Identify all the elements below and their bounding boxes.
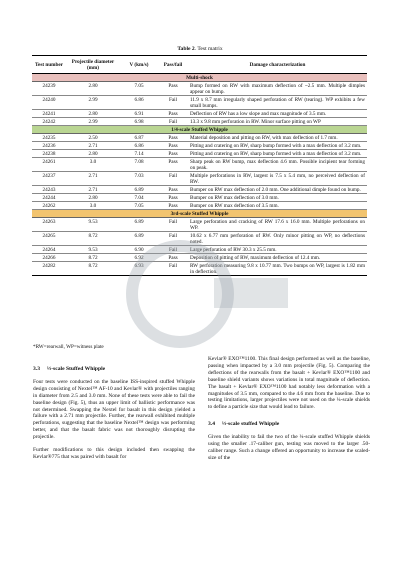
col-header-pass-fail: Pass/fail [158,56,188,74]
table-caption-text: . Test matrix [194,46,223,52]
table-footnote: *RW=rearwall, WP=witness plate [33,344,104,350]
diameter-cell: 2.71 [66,186,120,194]
table-row [32,232,367,246]
diameter-cell: 8.72 [66,262,120,276]
table-row [32,202,367,210]
table-body [32,74,367,276]
damage-cell: 11.9 x 8.7 mm irregularly shaped perforation of RW (tearing). WP exhibits a few small bumps. [190,96,365,109]
diameter-cell: 8.72 [66,254,120,262]
damage-cell: RW perforation measuring 9.8 x 10.77 mm. Two bumps on WP, largest is 1.82 mm in deflection. [190,262,365,275]
damage-cell: Bump formed on RW with maximum deflection of ~2.5 mm. Multiple dimples appear on bump. [190,82,365,95]
pass-fail-cell: Fail [158,96,188,110]
velocity-cell: 7.04 [120,194,158,202]
velocity-cell: 6.93 [120,262,158,276]
test-number-cell: 24241 [32,110,66,118]
diameter-cell: 2.80 [66,82,120,96]
section-title: ⅓-scale Stuffed Whipple [47,366,106,372]
section-heading-3-4 [208,421,370,428]
diameter-cell: 2.80 [66,110,120,118]
test-number-cell: 24238 [32,150,66,158]
section-title: 3rd-scale Stuffed Whipple [32,210,367,218]
diameter-cell: 2.71 [66,142,120,150]
diameter-cell: 2.50 [66,134,120,142]
paragraph: Further modifications to this design included then swapping the Kevlar®775 that was paired with basalt for [33,447,195,460]
section-number: 3.3 [33,366,40,372]
test-number-cell: 24266 [32,254,66,262]
right-column [208,356,370,468]
velocity-cell: 7.08 [120,158,158,172]
damage-cell: Bumper on RW max deflection of 3.0 mm. [188,194,367,202]
damage-cell: Large perforation of RW 30.3 x 25.5 mm. [188,246,367,254]
damage-cell: Pitting and cratering on RW, sharp bump formed with a max deflection of 3.2 mm. [188,150,367,158]
damage-cell: Bumper on RW max deflection of 2.0 mm. One additional dimple found on bump. [188,186,367,194]
damage-cell: Material deposition and pitting on RW, with max deflection of 1.7 mm. [188,134,367,142]
col-header-damage: Damage characterization [188,56,367,74]
paragraph: Given the inability to fail the two of the ¼-scale stuffed Whipple shields using the smaller .17-caliber gun, testing was moved to the larger .50-caliber range. Such a change offered an opportunity to increase the scaled-size of the [208,434,370,461]
damage-cell: 10.62 x 6.77 mm perforation of RW. Only minor pitting on WP, no deflections noted. [190,232,365,245]
table-row [32,172,367,186]
pass-fail-cell: Pass [158,186,188,194]
velocity-cell: 6.87 [120,134,158,142]
test-number-cell: 24239 [32,82,66,96]
test-number-cell: 24265 [32,232,66,246]
table-row [32,218,367,232]
test-matrix-table [32,55,367,276]
table-row [32,110,367,118]
test-number-cell: 24243 [32,186,66,194]
damage-cell: Pitting and cratering on RW, sharp bump formed with a max deflection of 3.2 mm. [188,142,367,150]
test-number-cell: 24235 [32,134,66,142]
velocity-cell: 6.90 [120,246,158,254]
pass-fail-cell: Pass [158,202,188,210]
pass-fail-cell: Pass [158,110,188,118]
table-row [32,158,367,172]
velocity-cell: 6.89 [120,186,158,194]
diameter-cell: 9.53 [66,246,120,254]
damage-cell: Deposition of pitting of RW, maximum deflection of 12.4 mm. [188,254,367,262]
col-header-velocity: V (km/s) [120,56,158,74]
section-title: Multi-shock [32,74,367,82]
table-row [32,262,367,276]
test-number-cell: 24263 [32,218,66,232]
diameter-cell: 2.99 [66,96,120,110]
paragraph: Kevlar® EXO™1100. This final design performed as well as the baseline, passing when impacted by a 3.0 mm projectile (Fig. 5). Comparing the deflections of the rearwalls from the basalt + Kevlar® EXO™1100 and baseline shield variants shows variations in total magnitude of deflection. The basalt + Kevlar® EXO™1100 had notably less deformation with a magnitudes of 3.5 mm, compared to the 4.6 mm from the baseline. Due to testing limitations, larger projectiles were not used on the ¼-scale shields to define a particle size that would lead to failure. [208,356,370,411]
pass-fail-cell: Pass [158,134,188,142]
section-title: ⅓-scale stuffed Whipple [222,421,280,428]
diameter-cell: 9.53 [66,218,120,232]
table-row [32,134,367,142]
velocity-cell: 6.89 [120,218,158,232]
damage-cell: Multiple perforations in RW, largest is 7.5 x 5.4 mm, no perceived deflection of RW. [190,172,365,185]
section-third-scale-header [32,210,367,218]
pass-fail-cell: Pass [158,142,188,150]
velocity-cell: 6.89 [120,232,158,246]
test-number-cell: 24240 [32,96,66,110]
table-caption [0,46,400,53]
test-number-cell: 24262 [32,202,66,210]
table-row [32,246,367,254]
table-row [32,96,367,110]
col-header-test-number: Test number [32,56,66,74]
left-column [33,356,195,467]
paragraph: Four tests were conducted on the baseline ISS-inspired stuffed Whipple design consisting of Nextel™ AF-10 and Kevlar® with projectiles ranging in diameter from 2.5 and 3.0 mm. None of these tests were able to fail the baseline design (Fig. 5), thus an upper limit of ballistic performance was not determined. Swapping the Nextel for basalt in this design yielded a failure with a 2.71 mm projectile. Further, the rearwall exhibited multiple perforations, suggesting that the baseline Nextel™ design was performing better, and that the basalt fabric was not thoroughly disrupting the projectile. [33,378,195,441]
section-title: 1/4-scale Stuffed Whipple [32,126,367,134]
section-multi-shock-header [32,74,367,82]
table-row [32,118,367,126]
diameter-cell: 8.72 [66,232,120,246]
table-header-row [32,56,367,74]
diameter-cell: 2.80 [66,194,120,202]
test-number-cell: 24261 [32,158,66,172]
diameter-cell: 3.0 [66,158,120,172]
velocity-cell: 7.05 [120,202,158,210]
table-row [32,194,367,202]
pass-fail-cell: Pass [158,194,188,202]
table-row [32,186,367,194]
diameter-cell: 2.71 [66,172,120,186]
damage-cell: Deflection of RW has a low slope and max magnitude of 3.5 mm. [188,110,367,118]
pass-fail-cell: Fail [158,118,188,126]
section-quarter-scale-header [32,126,367,134]
test-number-cell: 24244 [32,194,66,202]
pass-fail-cell: Fail [158,232,188,246]
velocity-cell: 7.03 [120,172,158,186]
test-number-cell: 24282 [32,262,66,276]
velocity-cell: 6.92 [120,254,158,262]
section-heading-3-3 [33,366,195,373]
test-number-cell: 24264 [32,246,66,254]
table-row [32,150,367,158]
watermark-bar [214,278,288,308]
pass-fail-cell: Fail [158,262,188,276]
damage-cell: Bumper on RW max deflection of 3.5 mm. [188,202,367,210]
velocity-cell: 7.05 [120,82,158,96]
test-number-cell: 24242 [32,118,66,126]
table-caption-label: Table 2 [177,46,195,52]
pass-fail-cell: Fail [158,246,188,254]
test-number-cell: 24237 [32,172,66,186]
diameter-cell: 3.0 [66,202,120,210]
pass-fail-cell: Pass [158,254,188,262]
pass-fail-cell: Fail [158,218,188,232]
damage-cell: Large perforation and cracking of RW 17.6 x 16.0 mm. Multiple perforations on WP. [190,218,365,231]
section-number: 3.4 [208,421,215,428]
diameter-cell: 2.99 [66,118,120,126]
diameter-cell: 2.80 [66,150,120,158]
damage-cell: Sharp peak on RW bump, max deflection 4.6 mm. Possible incipient tear forming on peak. [190,158,365,171]
table-row [32,254,367,262]
pass-fail-cell: Pass [158,150,188,158]
velocity-cell: 6.91 [120,110,158,118]
velocity-cell: 6.98 [120,118,158,126]
pass-fail-cell: Pass [158,82,188,96]
damage-cell: 13.3 x 9.8 mm perforation in RW. Minor surface pitting on WP [188,118,367,126]
pass-fail-cell: Pass [158,158,188,172]
table-row [32,82,367,96]
col-header-projectile-diameter: Projectile diameter (mm) [66,56,120,74]
velocity-cell: 7.14 [120,150,158,158]
velocity-cell: 6.86 [120,142,158,150]
pass-fail-cell: Fail [158,172,188,186]
test-number-cell: 24236 [32,142,66,150]
table-row [32,142,367,150]
velocity-cell: 6.86 [120,96,158,110]
